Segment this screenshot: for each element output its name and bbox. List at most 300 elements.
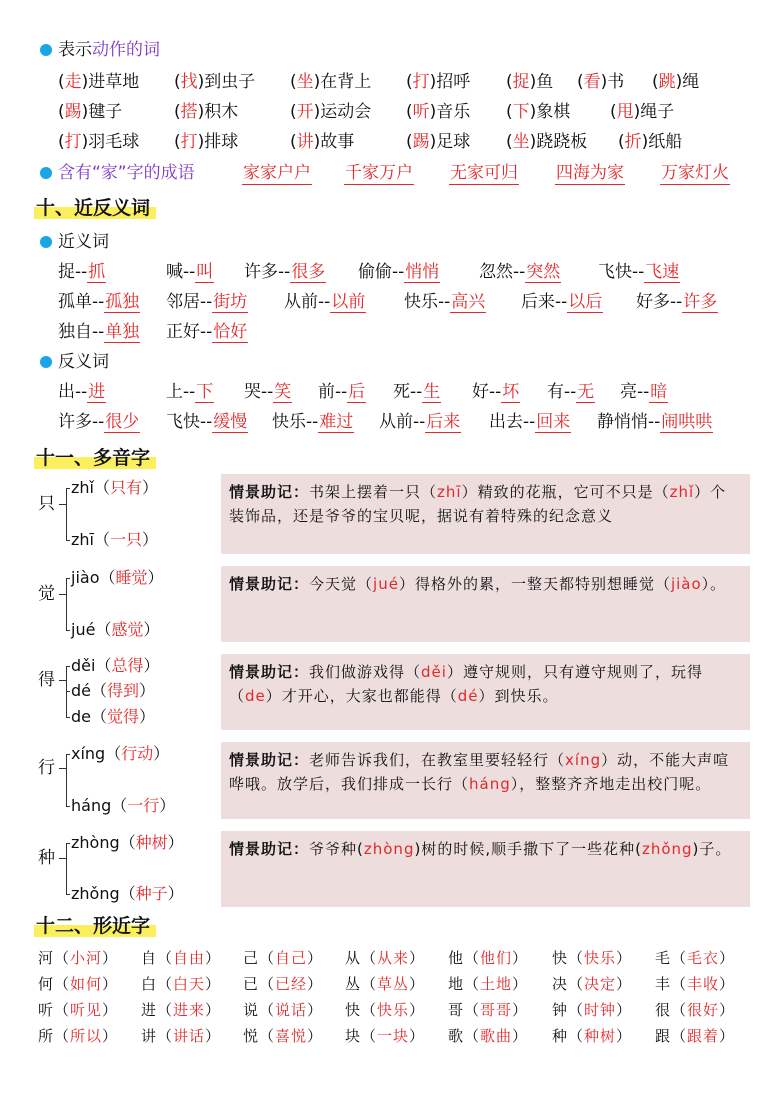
- action-object: 到虫子: [204, 72, 256, 92]
- antonym-word: 出--: [58, 382, 88, 402]
- pinyin: jué: [71, 620, 96, 639]
- action-verb: 看: [583, 72, 601, 92]
- antonym-pair: [620, 381, 668, 403]
- example-word: 小河: [70, 949, 103, 967]
- similar-char: 进（进来）: [141, 1001, 222, 1019]
- antonym-pair: [244, 381, 292, 403]
- reading-word: 一行: [127, 796, 160, 815]
- reading-word: 一只: [110, 530, 143, 549]
- poly-char: 行: [38, 758, 55, 778]
- similar-char: 白（白天）: [141, 975, 222, 993]
- action-verb: 打: [180, 132, 198, 152]
- action-word: (听)音乐: [406, 102, 471, 122]
- base-char: 已: [243, 975, 260, 993]
- poly-reading: zhǐ（只有）: [71, 478, 159, 497]
- poly-reading: de（觉得）: [71, 707, 156, 726]
- antonym-pair: [58, 381, 106, 403]
- idiom: 万家灯火: [661, 163, 729, 183]
- base-char: 快: [552, 949, 569, 967]
- synonym-pair: [479, 261, 561, 283]
- idiom: 无家可归: [450, 163, 518, 183]
- hint-box: [221, 742, 750, 819]
- synonym-pair: [284, 291, 366, 313]
- synonym-answer: 很多: [291, 262, 326, 282]
- action-verb: 搭: [180, 102, 198, 122]
- action-verb: 折: [624, 132, 642, 152]
- similar-char: 种（种树）: [552, 1027, 633, 1045]
- synonym-word: 独自--: [58, 322, 105, 342]
- reading-word: 觉得: [107, 707, 140, 726]
- base-char: 他: [448, 949, 465, 967]
- pinyin: zhǒng: [71, 884, 120, 903]
- hint-pinyin: jué: [373, 575, 399, 593]
- action-object: 鱼: [536, 72, 554, 92]
- synonym-word: 喊--: [166, 262, 196, 282]
- antonym-pair: [272, 411, 354, 433]
- base-char: 决: [552, 975, 569, 993]
- antonym-answer: 笑: [274, 382, 292, 402]
- poly-reading: jué（感觉）: [71, 620, 160, 639]
- antonym-word: 有--: [547, 382, 577, 402]
- poly-reading: dé（得到）: [71, 681, 156, 700]
- antonym-word: 飞快--: [166, 412, 213, 432]
- synonym-pair: [166, 321, 248, 343]
- synonym-answer: 恰好: [213, 322, 248, 342]
- antonym-answer: 很少: [105, 412, 140, 432]
- poly-reading: jiào（睡觉）: [71, 568, 164, 587]
- antonym-word: 快乐--: [272, 412, 319, 432]
- action-verb: 跳: [658, 72, 676, 92]
- antonym-answer: 后来: [426, 412, 461, 432]
- similar-char: 跟（跟着）: [655, 1027, 736, 1045]
- similar-char: 决（决定）: [552, 975, 633, 993]
- example-word: 所以: [70, 1027, 103, 1045]
- poly-reading: xíng（行动）: [71, 744, 170, 763]
- antonym-answer: 生: [423, 382, 441, 402]
- hint-pinyin: zhǐ: [669, 483, 695, 501]
- brace-tick: [59, 768, 66, 769]
- hint-box: [221, 831, 750, 907]
- base-char: 丰: [655, 975, 672, 993]
- antonym-pair: [597, 411, 713, 433]
- hint-pinyin: de: [245, 687, 266, 705]
- action-object: 绳子: [640, 102, 675, 122]
- hint-text: ）精致的花瓶，它可不只是（: [461, 483, 670, 501]
- similar-char: 何（如何）: [38, 975, 119, 993]
- similar-char: 地（土地）: [448, 975, 529, 993]
- synonym-answer: 单独: [105, 322, 140, 342]
- antonym-answer: 无: [577, 382, 595, 402]
- brace-tick: [66, 754, 70, 755]
- similar-char: 讲（讲话）: [141, 1027, 222, 1045]
- brace-tick: [66, 666, 70, 667]
- synonym-answer: 突然: [526, 262, 561, 282]
- example-word: 种树: [584, 1027, 617, 1045]
- bullet-icon: [40, 236, 52, 248]
- brace-line: [66, 843, 67, 894]
- example-word: 一块: [377, 1027, 410, 1045]
- similar-char: 说（说话）: [243, 1001, 324, 1019]
- section-11-title: 十一、多音字: [34, 446, 156, 470]
- similar-char: 哥（哥哥）: [448, 1001, 529, 1019]
- base-char: 歌: [448, 1027, 465, 1045]
- poly-reading: zhǒng（种子）: [71, 884, 184, 903]
- similar-char: 他（他们）: [448, 949, 529, 967]
- synonym-pair: [58, 261, 106, 283]
- synonym-answer: 许多: [683, 292, 718, 312]
- hint-pinyin: xíng: [565, 751, 602, 769]
- synonym-pair: [358, 261, 440, 283]
- example-word: 决定: [584, 975, 617, 993]
- brace-tick: [66, 488, 70, 489]
- poly-reading: děi（总得）: [71, 656, 160, 675]
- similar-char: 河（小河）: [38, 949, 119, 967]
- action-object: 在背上: [320, 72, 372, 92]
- hint-text: ）。: [701, 575, 727, 593]
- antonym-answer: 下: [196, 382, 214, 402]
- antonym-pair: [547, 381, 595, 403]
- antonym-answer: 难过: [319, 412, 354, 432]
- poly-char: 觉: [38, 584, 55, 604]
- action-word: (下)象棋: [506, 102, 571, 122]
- hint-text: 爷爷种(: [309, 840, 364, 858]
- action-verb: 坐: [512, 132, 530, 152]
- action-verb: 打: [64, 132, 82, 152]
- heading-part-accent: 动作的词: [92, 40, 160, 60]
- base-char: 种: [552, 1027, 569, 1045]
- example-word: 毛衣: [687, 949, 720, 967]
- hint-pinyin: jiào: [670, 575, 702, 593]
- base-char: 丛: [345, 975, 362, 993]
- idioms-label: 含有“家”字的成语: [58, 163, 195, 183]
- poly-reading: zhòng（种树）: [71, 833, 184, 852]
- example-word: 如何: [70, 975, 103, 993]
- synonym-word: 孤单--: [58, 292, 105, 312]
- antonym-pair: [393, 381, 441, 403]
- reading-word: 得到: [107, 681, 140, 700]
- antonym-word: 许多--: [58, 412, 105, 432]
- pinyin: xíng: [71, 744, 106, 763]
- example-word: 快乐: [377, 1001, 410, 1019]
- base-char: 快: [345, 1001, 362, 1019]
- synonym-answer: 街坊: [213, 292, 248, 312]
- synonym-answer: 高兴: [451, 292, 486, 312]
- antonym-label: 反义词: [58, 352, 109, 372]
- similar-char: 钟（时钟）: [552, 1001, 633, 1019]
- base-char: 从: [345, 949, 362, 967]
- similar-char: 歌（歌曲）: [448, 1027, 529, 1045]
- pinyin: děi: [71, 656, 96, 675]
- example-word: 快乐: [584, 949, 617, 967]
- action-object: 运动会: [320, 102, 372, 122]
- action-verb: 踢: [412, 132, 430, 152]
- bullet-icon: [40, 44, 52, 56]
- synonym-pair: [166, 291, 248, 313]
- synonym-answer: 以后: [568, 292, 603, 312]
- synonym-label: 近义词: [58, 232, 109, 252]
- action-object: 音乐: [436, 102, 471, 122]
- example-word: 草丛: [377, 975, 410, 993]
- action-verb: 讲: [296, 132, 314, 152]
- synonym-pair: [636, 291, 718, 313]
- similar-char: 已（已经）: [243, 975, 324, 993]
- action-word: (打)招呼: [406, 72, 471, 92]
- antonym-answer: 暗: [650, 382, 668, 402]
- similar-char: 己（自己）: [243, 949, 324, 967]
- example-word: 丰收: [687, 975, 720, 993]
- base-char: 跟: [655, 1027, 672, 1045]
- similar-char: 从（从来）: [345, 949, 426, 967]
- synonym-pair: [166, 261, 214, 283]
- example-word: 喜悦: [275, 1027, 308, 1045]
- antonym-pair: [166, 381, 214, 403]
- example-word: 土地: [480, 975, 513, 993]
- brace-line: [66, 488, 67, 540]
- action-word: (打)排球: [174, 132, 239, 152]
- idiom: 家家户户: [243, 163, 311, 183]
- action-verb: 听: [412, 102, 430, 122]
- antonym-answer: 坏: [502, 382, 520, 402]
- brace-tick: [66, 630, 70, 631]
- similar-char: 块（一块）: [345, 1027, 426, 1045]
- hint-text: 老师告诉我们，在教室里要轻轻行（: [309, 751, 566, 769]
- hint-pinyin: zhòng: [363, 840, 415, 858]
- pinyin: de: [71, 707, 91, 726]
- base-char: 进: [141, 1001, 158, 1019]
- base-char: 地: [448, 975, 465, 993]
- hint-text: ）遵守规则，只有遵守规则了，玩得（: [229, 663, 703, 705]
- synonym-word: 飞快--: [598, 262, 645, 282]
- poly-reading: zhī（一只）: [71, 530, 159, 549]
- synonym-answer: 飞速: [645, 262, 680, 282]
- action-verb: 走: [64, 72, 82, 92]
- synonym-word: 好多--: [636, 292, 683, 312]
- bullet-icon: [40, 356, 52, 368]
- action-verb: 下: [512, 102, 530, 122]
- base-char: 毛: [655, 949, 672, 967]
- hint-text: )子。: [692, 840, 732, 858]
- example-word: 讲话: [173, 1027, 206, 1045]
- action-object: 足球: [436, 132, 471, 152]
- synonym-answer: 叫: [196, 262, 214, 282]
- brace-tick: [66, 717, 70, 718]
- hint-text: ）动，不能大声喧哗哦。放学后，我们排成一长行（: [229, 751, 730, 793]
- antonym-word: 前--: [318, 382, 348, 402]
- antonym-word: 哭--: [244, 382, 274, 402]
- base-char: 听: [38, 1001, 55, 1019]
- similar-char: 很（很好）: [655, 1001, 736, 1019]
- action-object: 进草地: [88, 72, 140, 92]
- similar-char: 悦（喜悦）: [243, 1027, 324, 1045]
- antonym-pair: [58, 411, 140, 433]
- poly-reading: háng（一行）: [71, 796, 176, 815]
- synonym-word: 后来--: [521, 292, 568, 312]
- antonym-word: 出去--: [489, 412, 536, 432]
- example-word: 自己: [275, 949, 308, 967]
- base-char: 很: [655, 1001, 672, 1019]
- synonym-answer: 孤独: [105, 292, 140, 312]
- action-verb: 踢: [64, 102, 82, 122]
- synonym-pair: [58, 291, 140, 313]
- hint-box: [221, 654, 750, 730]
- action-word: (甩)绳子: [610, 102, 675, 122]
- brace-line: [66, 578, 67, 630]
- antonym-word: 死--: [393, 382, 423, 402]
- pinyin: zhī: [71, 530, 94, 549]
- antonym-word: 上--: [166, 382, 196, 402]
- hint-text: 书架上摆着一只（: [309, 483, 438, 501]
- synonym-word: 从前--: [284, 292, 331, 312]
- example-word: 白天: [173, 975, 206, 993]
- bullet-icon: [40, 167, 52, 179]
- idiom: 四海为家: [556, 163, 624, 183]
- action-words-heading: [58, 39, 160, 61]
- action-object: 跷跷板: [536, 132, 588, 152]
- similar-char: 自（自由）: [141, 949, 222, 967]
- synonym-answer: 悄悄: [405, 262, 440, 282]
- hint-label: 情景助记：: [229, 575, 310, 593]
- section-12-title: 十二、形近字: [34, 914, 156, 938]
- similar-char: 丛（草丛）: [345, 975, 426, 993]
- example-word: 听见: [70, 1001, 103, 1019]
- synonym-pair: [404, 291, 486, 313]
- synonym-word: 忽然--: [479, 262, 526, 282]
- action-verb: 找: [180, 72, 198, 92]
- brace-tick: [66, 578, 70, 579]
- reading-word: 种树: [135, 833, 168, 852]
- base-char: 己: [243, 949, 260, 967]
- reading-word: 感觉: [111, 620, 144, 639]
- antonym-word: 亮--: [620, 382, 650, 402]
- idiom: 千家万户: [345, 163, 413, 183]
- action-verb: 开: [296, 102, 314, 122]
- hint-text: )树的时候,顺手撒下了一些花种(: [414, 840, 642, 858]
- pinyin: zhǐ: [71, 478, 94, 497]
- brace-tick: [59, 858, 66, 859]
- example-word: 已经: [275, 975, 308, 993]
- action-object: 书: [607, 72, 625, 92]
- hint-text: ）到快乐。: [478, 687, 559, 705]
- synonym-word: 正好--: [166, 322, 213, 342]
- brace-tick: [59, 504, 66, 505]
- pinyin: jiào: [71, 568, 100, 587]
- action-word: (踢)毽子: [58, 102, 123, 122]
- poly-char: 种: [38, 848, 55, 868]
- synonym-answer: 以前: [331, 292, 366, 312]
- action-verb: 打: [412, 72, 430, 92]
- hint-label: 情景助记：: [229, 663, 310, 681]
- pinyin: háng: [71, 796, 112, 815]
- similar-char: 所（所以）: [38, 1027, 119, 1045]
- pinyin: dé: [71, 681, 91, 700]
- action-object: 象棋: [536, 102, 571, 122]
- antonym-pair: [166, 411, 248, 433]
- poly-char: 得: [38, 670, 55, 690]
- action-object: 纸船: [648, 132, 683, 152]
- synonym-word: 邻居--: [166, 292, 213, 312]
- example-word: 从来: [377, 949, 410, 967]
- reading-word: 只有: [110, 478, 143, 497]
- synonym-answer: 抓: [88, 262, 106, 282]
- hint-pinyin: děi: [421, 663, 447, 681]
- action-word: (走)进草地: [58, 72, 140, 92]
- base-char: 何: [38, 975, 55, 993]
- hint-text: ）才开心，大家也都能得（: [265, 687, 458, 705]
- base-char: 钟: [552, 1001, 569, 1019]
- example-word: 说话: [275, 1001, 308, 1019]
- similar-char: 毛（毛衣）: [655, 949, 736, 967]
- reading-word: 睡觉: [115, 568, 148, 587]
- antonym-word: 静悄悄--: [597, 412, 661, 432]
- hint-pinyin: dé: [457, 687, 479, 705]
- brace-tick: [59, 594, 66, 595]
- brace-tick: [59, 680, 66, 681]
- base-char: 哥: [448, 1001, 465, 1019]
- hint-pinyin: zhǒng: [641, 840, 693, 858]
- antonym-answer: 进: [88, 382, 106, 402]
- example-word: 进来: [173, 1001, 206, 1019]
- example-word: 跟着: [687, 1027, 720, 1045]
- heading-part: 表示: [58, 40, 92, 60]
- synonym-word: 快乐--: [404, 292, 451, 312]
- hint-text: 今天觉（: [309, 575, 374, 593]
- reading-word: 行动: [121, 744, 154, 763]
- action-word: (打)羽毛球: [58, 132, 140, 152]
- action-word: (捉)鱼: [506, 72, 554, 92]
- brace-tick: [66, 540, 70, 541]
- similar-char: 快（快乐）: [552, 949, 633, 967]
- action-verb: 坐: [296, 72, 314, 92]
- example-word: 很好: [687, 1001, 720, 1019]
- example-word: 歌曲: [480, 1027, 513, 1045]
- action-object: 积木: [204, 102, 239, 122]
- action-word: (搭)积木: [174, 102, 239, 122]
- action-word: (坐)在背上: [290, 72, 372, 92]
- base-char: 块: [345, 1027, 362, 1045]
- pinyin: zhòng: [71, 833, 120, 852]
- action-object: 绳: [682, 72, 700, 92]
- antonym-answer: 缓慢: [213, 412, 248, 432]
- section-10-title: 十、近反义词: [34, 196, 156, 220]
- action-verb: 捉: [512, 72, 530, 92]
- brace-tick: [66, 843, 70, 844]
- synonym-word: 捉--: [58, 262, 88, 282]
- example-word: 哥哥: [480, 1001, 513, 1019]
- base-char: 所: [38, 1027, 55, 1045]
- hint-pinyin: háng: [469, 775, 511, 793]
- action-word: (看)书: [577, 72, 625, 92]
- brace-tick: [66, 806, 70, 807]
- action-word: (折)纸船: [618, 132, 683, 152]
- base-char: 讲: [141, 1027, 158, 1045]
- action-word: (踢)足球: [406, 132, 471, 152]
- base-char: 白: [141, 975, 158, 993]
- antonym-answer: 后: [348, 382, 366, 402]
- action-word: (跳)绳: [652, 72, 700, 92]
- action-object: 毽子: [88, 102, 123, 122]
- similar-char: 丰（丰收）: [655, 975, 736, 993]
- brace-line: [66, 754, 67, 806]
- antonym-answer: 回来: [536, 412, 571, 432]
- hint-box: [221, 474, 750, 554]
- hint-text: ）得格外的累，一整天都特别想睡觉（: [398, 575, 671, 593]
- synonym-pair: [244, 261, 326, 283]
- reading-word: 总得: [111, 656, 144, 675]
- synonym-word: 偷偷--: [358, 262, 405, 282]
- action-word: (坐)跷跷板: [506, 132, 588, 152]
- example-word: 自由: [173, 949, 206, 967]
- hint-label: 情景助记：: [229, 751, 310, 769]
